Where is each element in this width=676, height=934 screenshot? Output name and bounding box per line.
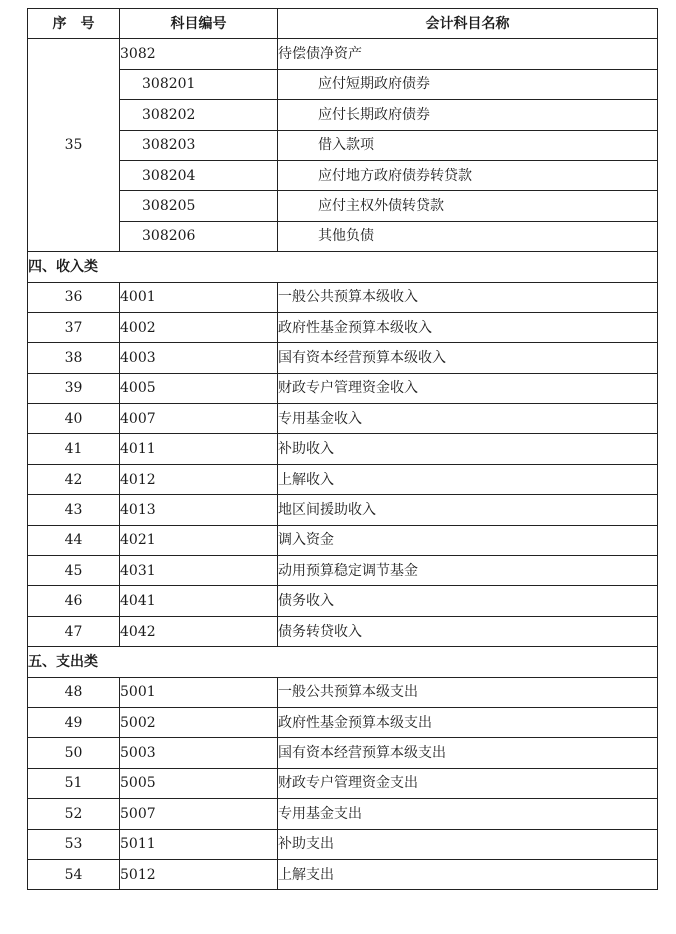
section-row xyxy=(28,252,658,282)
code-cell: 5003 xyxy=(120,738,278,768)
table-row xyxy=(28,282,658,312)
code-cell: 308204 xyxy=(120,160,278,190)
table-body xyxy=(28,39,658,890)
name-cell: 一般公共预算本级支出 xyxy=(278,677,658,707)
name-cell: 待偿债净资产 xyxy=(278,39,658,69)
code-cell: 4021 xyxy=(120,525,278,555)
name-cell: 应付短期政府债券 xyxy=(278,69,658,99)
seq-cell: 44 xyxy=(28,525,120,555)
code-cell: 4042 xyxy=(120,616,278,646)
code-cell: 4005 xyxy=(120,373,278,403)
table-row xyxy=(28,312,658,342)
code-cell: 5002 xyxy=(120,707,278,737)
name-cell: 应付长期政府债券 xyxy=(278,100,658,130)
seq-cell: 38 xyxy=(28,343,120,373)
name-cell: 国有资本经营预算本级收入 xyxy=(278,343,658,373)
accounts-table xyxy=(27,8,658,890)
code-cell: 4003 xyxy=(120,343,278,373)
table-row xyxy=(28,525,658,555)
table-row xyxy=(28,130,658,160)
code-cell: 5011 xyxy=(120,829,278,859)
table-row xyxy=(28,586,658,616)
seq-cell: 47 xyxy=(28,616,120,646)
table-row xyxy=(28,343,658,373)
seq-cell: 42 xyxy=(28,464,120,494)
code-cell: 4001 xyxy=(120,282,278,312)
name-cell: 财政专户管理资金收入 xyxy=(278,373,658,403)
code-cell: 4011 xyxy=(120,434,278,464)
name-cell: 上解支出 xyxy=(278,859,658,889)
name-cell: 应付主权外债转贷款 xyxy=(278,191,658,221)
header-name: 会计科目名称 xyxy=(278,9,658,39)
seq-cell: 46 xyxy=(28,586,120,616)
table-row xyxy=(28,556,658,586)
seq-cell: 45 xyxy=(28,556,120,586)
table-row xyxy=(28,160,658,190)
seq-cell: 51 xyxy=(28,768,120,798)
seq-cell: 52 xyxy=(28,799,120,829)
name-cell: 财政专户管理资金支出 xyxy=(278,768,658,798)
table-row xyxy=(28,799,658,829)
code-cell: 308206 xyxy=(120,221,278,251)
name-cell: 债务收入 xyxy=(278,586,658,616)
name-cell: 债务转贷收入 xyxy=(278,616,658,646)
name-cell: 动用预算稳定调节基金 xyxy=(278,556,658,586)
table-row xyxy=(28,39,658,69)
table-row xyxy=(28,738,658,768)
name-cell: 地区间援助收入 xyxy=(278,495,658,525)
table-row xyxy=(28,768,658,798)
name-cell: 调入资金 xyxy=(278,525,658,555)
section-title: 五、支出类 xyxy=(28,647,658,677)
name-cell: 一般公共预算本级收入 xyxy=(278,282,658,312)
code-cell: 308203 xyxy=(120,130,278,160)
header-row xyxy=(28,9,658,39)
seq-cell: 35 xyxy=(28,39,120,252)
code-cell: 3082 xyxy=(120,39,278,69)
section-title: 四、收入类 xyxy=(28,252,658,282)
header-seq: 序 号 xyxy=(28,9,120,39)
code-cell: 5007 xyxy=(120,799,278,829)
table-row xyxy=(28,221,658,251)
table-row xyxy=(28,69,658,99)
code-cell: 4013 xyxy=(120,495,278,525)
table-row xyxy=(28,677,658,707)
name-cell: 其他负债 xyxy=(278,221,658,251)
name-cell: 政府性基金预算本级收入 xyxy=(278,312,658,342)
table-row xyxy=(28,859,658,889)
table-row xyxy=(28,616,658,646)
name-cell: 借入款项 xyxy=(278,130,658,160)
code-cell: 4007 xyxy=(120,404,278,434)
seq-cell: 43 xyxy=(28,495,120,525)
code-cell: 308205 xyxy=(120,191,278,221)
table-row xyxy=(28,434,658,464)
seq-cell: 39 xyxy=(28,373,120,403)
name-cell: 上解收入 xyxy=(278,464,658,494)
seq-cell: 50 xyxy=(28,738,120,768)
seq-cell: 41 xyxy=(28,434,120,464)
table-row xyxy=(28,707,658,737)
code-cell: 5012 xyxy=(120,859,278,889)
table-row xyxy=(28,191,658,221)
seq-cell: 54 xyxy=(28,859,120,889)
name-cell: 专用基金支出 xyxy=(278,799,658,829)
code-cell: 4031 xyxy=(120,556,278,586)
table-row xyxy=(28,495,658,525)
table-row xyxy=(28,464,658,494)
name-cell: 政府性基金预算本级支出 xyxy=(278,707,658,737)
header-code: 科目编号 xyxy=(120,9,278,39)
seq-cell: 40 xyxy=(28,404,120,434)
code-cell: 5001 xyxy=(120,677,278,707)
seq-cell: 49 xyxy=(28,707,120,737)
seq-cell: 36 xyxy=(28,282,120,312)
seq-cell: 37 xyxy=(28,312,120,342)
table-row xyxy=(28,829,658,859)
table-row xyxy=(28,404,658,434)
name-cell: 国有资本经营预算本级支出 xyxy=(278,738,658,768)
name-cell: 补助支出 xyxy=(278,829,658,859)
name-cell: 应付地方政府债券转贷款 xyxy=(278,160,658,190)
table-row xyxy=(28,373,658,403)
code-cell: 4002 xyxy=(120,312,278,342)
name-cell: 补助收入 xyxy=(278,434,658,464)
code-cell: 308201 xyxy=(120,69,278,99)
code-cell: 5005 xyxy=(120,768,278,798)
seq-cell: 48 xyxy=(28,677,120,707)
name-cell: 专用基金收入 xyxy=(278,404,658,434)
code-cell: 4041 xyxy=(120,586,278,616)
table-row xyxy=(28,100,658,130)
code-cell: 308202 xyxy=(120,100,278,130)
seq-cell: 53 xyxy=(28,829,120,859)
code-cell: 4012 xyxy=(120,464,278,494)
section-row xyxy=(28,647,658,677)
